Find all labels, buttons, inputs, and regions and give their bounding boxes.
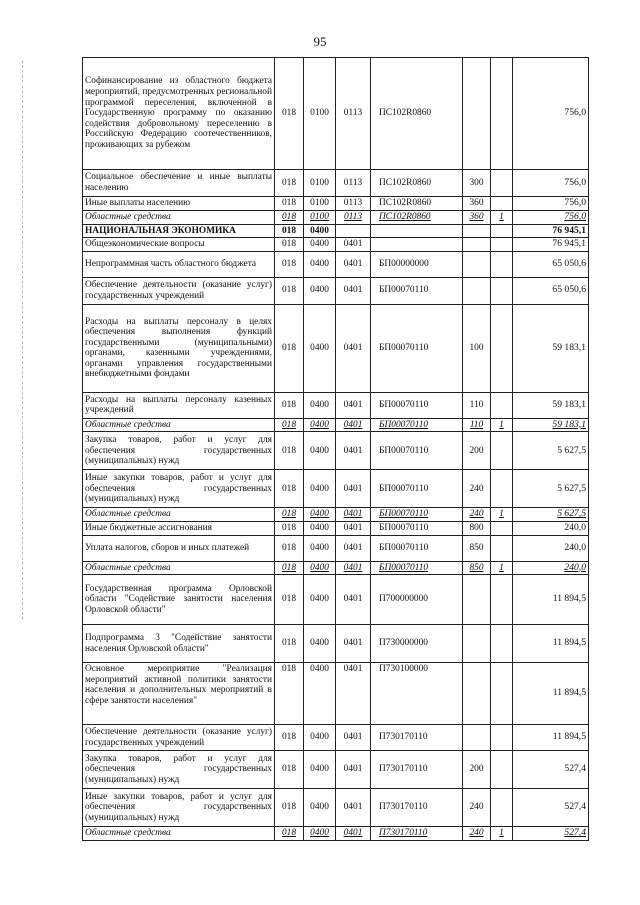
row-sum-cell: 5 627,5 — [513, 470, 589, 508]
table-row — [83, 304, 589, 392]
row-code-cell — [491, 470, 513, 508]
row-code-cell — [491, 238, 513, 252]
row-code-cell: 0401 — [336, 418, 371, 432]
row-code-cell — [336, 224, 371, 238]
row-sum-cell: 59 183,1 — [513, 304, 589, 392]
row-code-cell — [463, 58, 491, 170]
row-sum-cell: 756,0 — [513, 197, 589, 211]
row-code-cell — [491, 789, 513, 827]
row-code-cell: 018 — [275, 789, 304, 827]
row-code-cell: 0400 — [304, 304, 336, 392]
row-code-cell: 200 — [463, 751, 491, 789]
row-code-cell — [491, 521, 513, 535]
row-code-cell: 018 — [275, 304, 304, 392]
row-code-cell — [491, 535, 513, 561]
row-code-cell: 018 — [275, 663, 304, 725]
row-name-cell: Уплата налогов, сборов и иных платежей — [83, 535, 275, 561]
row-code-cell: 018 — [275, 521, 304, 535]
row-code-cell: 0400 — [304, 238, 336, 252]
row-code-cell: П730100000 — [371, 663, 463, 725]
row-code-cell: 0113 — [336, 58, 371, 170]
row-code-cell: 018 — [275, 251, 304, 277]
row-code-cell: 0400 — [304, 561, 336, 575]
row-name-cell: Основное мероприятие "Реализация мероприятий активной политики занятости населения и дополнительных мероприятий в сфере занятости населения" — [83, 663, 275, 725]
row-code-cell: 0401 — [336, 827, 371, 841]
row-code-cell: 110 — [463, 392, 491, 418]
row-code-cell: 360 — [463, 197, 491, 211]
row-sum-cell: 5 627,5 — [513, 508, 589, 522]
row-name-cell: НАЦИОНАЛЬНАЯ ЭКОНОМИКА — [83, 224, 275, 238]
row-sum-cell: 65 050,6 — [513, 277, 589, 304]
row-code-cell: 018 — [275, 625, 304, 663]
row-code-cell — [463, 238, 491, 252]
row-code-cell: 0100 — [304, 170, 336, 197]
row-sum-cell: 240,0 — [513, 521, 589, 535]
row-code-cell: 018 — [275, 224, 304, 238]
table-row — [83, 521, 589, 535]
row-code-cell — [491, 751, 513, 789]
row-code-cell: 0400 — [304, 251, 336, 277]
row-code-cell: 0113 — [336, 197, 371, 211]
row-code-cell: 0401 — [336, 625, 371, 663]
table-row — [83, 392, 589, 418]
row-code-cell: 018 — [275, 575, 304, 625]
row-sum-cell: 756,0 — [513, 58, 589, 170]
table-row — [83, 170, 589, 197]
row-name-cell: Областные средства — [83, 827, 275, 841]
row-name-cell: Непрограммная часть областного бюджета — [83, 251, 275, 277]
table-row — [83, 625, 589, 663]
row-sum-cell: 65 050,6 — [513, 251, 589, 277]
row-code-cell — [491, 304, 513, 392]
row-code-cell: 0401 — [336, 521, 371, 535]
row-sum-cell: 756,0 — [513, 211, 589, 225]
row-name-cell: Общеэкономические вопросы — [83, 238, 275, 252]
row-code-cell: 0400 — [304, 277, 336, 304]
row-code-cell: 1 — [491, 561, 513, 575]
row-sum-cell: 240,0 — [513, 561, 589, 575]
row-name-cell: Расходы на выплаты персоналу казенных учреждений — [83, 392, 275, 418]
row-code-cell: 0400 — [304, 725, 336, 751]
row-code-cell — [491, 224, 513, 238]
table-row — [83, 277, 589, 304]
row-code-cell: 018 — [275, 725, 304, 751]
row-name-cell: Иные закупки товаров, работ и услуг для обеспечения государственных (муниципальных) нужд — [83, 470, 275, 508]
row-sum-cell: 240,0 — [513, 535, 589, 561]
row-sum-cell: 76 945,1 — [513, 224, 589, 238]
row-name-cell: Областные средства — [83, 508, 275, 522]
table-row — [83, 575, 589, 625]
row-code-cell: 018 — [275, 238, 304, 252]
row-code-cell: БП00070110 — [371, 418, 463, 432]
table-row — [83, 725, 589, 751]
row-code-cell: 0400 — [304, 789, 336, 827]
row-name-cell: Закупка товаров, работ и услуг для обеспечения государственных (муниципальных) нужд — [83, 432, 275, 470]
table-row — [83, 827, 589, 841]
row-code-cell — [491, 575, 513, 625]
row-name-cell: Областные средства — [83, 418, 275, 432]
row-code-cell — [491, 432, 513, 470]
row-name-cell: Расходы на выплаты персоналу в целях обеспечения выполнения функций государственными (муниципальными) органами, казенными учреждениями, органами управления государственными внебюджетными фондами — [83, 304, 275, 392]
row-name-cell: Закупка товаров, работ и услуг для обеспечения государственных (муниципальных) нужд — [83, 751, 275, 789]
row-code-cell: 0401 — [336, 575, 371, 625]
row-code-cell: 018 — [275, 418, 304, 432]
table-row — [83, 751, 589, 789]
row-code-cell: 240 — [463, 508, 491, 522]
row-code-cell: 0401 — [336, 561, 371, 575]
row-code-cell: П730000000 — [371, 625, 463, 663]
row-code-cell: 0401 — [336, 238, 371, 252]
row-code-cell: 0401 — [336, 304, 371, 392]
row-sum-cell: 527,4 — [513, 751, 589, 789]
row-code-cell: 018 — [275, 197, 304, 211]
table-row — [83, 58, 589, 170]
row-code-cell: 0100 — [304, 58, 336, 170]
row-code-cell: 018 — [275, 470, 304, 508]
row-code-cell: 018 — [275, 751, 304, 789]
row-code-cell: 1 — [491, 211, 513, 225]
row-name-cell: Иные закупки товаров, работ и услуг для обеспечения государственных (муниципальных) нужд — [83, 789, 275, 827]
row-code-cell: 1 — [491, 827, 513, 841]
row-code-cell: 850 — [463, 535, 491, 561]
row-code-cell: 800 — [463, 521, 491, 535]
row-name-cell: Областные средства — [83, 211, 275, 225]
row-code-cell — [463, 663, 491, 725]
row-code-cell: 0401 — [336, 392, 371, 418]
row-name-cell: Областные средства — [83, 561, 275, 575]
row-sum-cell: 527,4 — [513, 827, 589, 841]
row-code-cell — [463, 277, 491, 304]
row-code-cell: 0400 — [304, 751, 336, 789]
row-code-cell: 0400 — [304, 575, 336, 625]
row-code-cell: 0400 — [304, 521, 336, 535]
table-row — [83, 251, 589, 277]
row-code-cell: 200 — [463, 432, 491, 470]
row-code-cell — [491, 725, 513, 751]
table-row — [83, 789, 589, 827]
row-code-cell: 018 — [275, 392, 304, 418]
row-code-cell: 0400 — [304, 663, 336, 725]
row-code-cell: 100 — [463, 304, 491, 392]
row-code-cell: 0401 — [336, 508, 371, 522]
row-code-cell: БП00070110 — [371, 432, 463, 470]
row-name-cell: Софинансирование из областного бюджета мероприятий, предусмотренных региональной программой переселения, включенной в Государственную программу по оказанию содействия добровольному переселению в Российскую Федерацию соотечественников, проживающих за рубежом — [83, 58, 275, 170]
row-name-cell: Обеспечение деятельности (оказание услуг) государственных учреждений — [83, 725, 275, 751]
row-code-cell: 0400 — [304, 827, 336, 841]
row-code-cell: БП00070110 — [371, 304, 463, 392]
row-sum-cell: 11 894,5 — [513, 625, 589, 663]
row-code-cell: 240 — [463, 827, 491, 841]
row-code-cell: 018 — [275, 277, 304, 304]
row-code-cell: 0401 — [336, 663, 371, 725]
row-code-cell: 360 — [463, 211, 491, 225]
row-name-cell: Обеспечение деятельности (оказание услуг) государственных учреждений — [83, 277, 275, 304]
row-name-cell: Подпрограмма 3 "Содействие занятости населения Орловской области" — [83, 625, 275, 663]
row-code-cell: 1 — [491, 418, 513, 432]
row-code-cell: 018 — [275, 508, 304, 522]
row-code-cell: П730170110 — [371, 827, 463, 841]
row-code-cell: БП00070110 — [371, 521, 463, 535]
table-row — [83, 224, 589, 238]
row-code-cell: 0401 — [336, 535, 371, 561]
row-code-cell: 0400 — [304, 535, 336, 561]
row-code-cell: 0100 — [304, 197, 336, 211]
row-sum-cell: 527,4 — [513, 789, 589, 827]
binding-margin-line — [22, 60, 23, 620]
row-code-cell — [491, 625, 513, 663]
row-sum-cell: 59 183,1 — [513, 392, 589, 418]
row-code-cell: 0401 — [336, 789, 371, 827]
row-code-cell: БП00070110 — [371, 277, 463, 304]
row-code-cell: БП00070110 — [371, 508, 463, 522]
row-code-cell: П730170110 — [371, 751, 463, 789]
row-code-cell — [463, 251, 491, 277]
row-code-cell: 850 — [463, 561, 491, 575]
table-row — [83, 432, 589, 470]
table-row — [83, 663, 589, 725]
row-code-cell: 0401 — [336, 725, 371, 751]
page-number: 95 — [313, 34, 327, 49]
row-code-cell: 0113 — [336, 211, 371, 225]
row-code-cell — [491, 392, 513, 418]
row-sum-cell: 11 894,5 — [513, 663, 589, 725]
row-name-cell: Иные бюджетные ассигнования — [83, 521, 275, 535]
row-code-cell: 0401 — [336, 432, 371, 470]
row-sum-cell: 59 183,1 — [513, 418, 589, 432]
row-code-cell: ПС102R0860 — [371, 211, 463, 225]
row-code-cell: ПС102R0860 — [371, 197, 463, 211]
row-code-cell: 0400 — [304, 508, 336, 522]
row-code-cell — [491, 251, 513, 277]
row-code-cell — [371, 238, 463, 252]
row-code-cell: 018 — [275, 535, 304, 561]
row-code-cell: П730170110 — [371, 789, 463, 827]
row-code-cell — [463, 575, 491, 625]
row-code-cell: 0400 — [304, 224, 336, 238]
row-code-cell: ПС102R0860 — [371, 58, 463, 170]
row-code-cell — [491, 277, 513, 304]
row-code-cell: ПС102R0860 — [371, 170, 463, 197]
row-code-cell: 018 — [275, 58, 304, 170]
row-code-cell: П730170110 — [371, 725, 463, 751]
row-code-cell: 0113 — [336, 170, 371, 197]
row-code-cell: 018 — [275, 561, 304, 575]
row-code-cell: 0401 — [336, 251, 371, 277]
row-sum-cell: 5 627,5 — [513, 432, 589, 470]
row-name-cell: Государственная программа Орловской области "Содействие занятости населения Орловской области" — [83, 575, 275, 625]
row-code-cell — [463, 625, 491, 663]
row-code-cell: 0400 — [304, 418, 336, 432]
row-code-cell: БП00070110 — [371, 392, 463, 418]
row-code-cell: 0400 — [304, 432, 336, 470]
row-sum-cell: 11 894,5 — [513, 725, 589, 751]
row-code-cell: 0401 — [336, 751, 371, 789]
row-code-cell: 110 — [463, 418, 491, 432]
row-code-cell — [491, 58, 513, 170]
row-code-cell: 240 — [463, 789, 491, 827]
row-code-cell: 0400 — [304, 625, 336, 663]
row-sum-cell: 76 945,1 — [513, 238, 589, 252]
row-code-cell: 018 — [275, 432, 304, 470]
row-code-cell — [463, 725, 491, 751]
row-code-cell: 240 — [463, 470, 491, 508]
row-code-cell — [491, 663, 513, 725]
row-code-cell: П700000000 — [371, 575, 463, 625]
row-code-cell: 018 — [275, 170, 304, 197]
row-code-cell: 0400 — [304, 392, 336, 418]
row-code-cell: 018 — [275, 827, 304, 841]
table-row — [83, 418, 589, 432]
table-row — [83, 211, 589, 225]
row-code-cell — [371, 224, 463, 238]
row-code-cell: БП00070110 — [371, 470, 463, 508]
row-code-cell: БП00070110 — [371, 561, 463, 575]
row-code-cell: 0401 — [336, 470, 371, 508]
table-row — [83, 508, 589, 522]
row-code-cell: 300 — [463, 170, 491, 197]
row-code-cell: 0401 — [336, 277, 371, 304]
table-row — [83, 470, 589, 508]
row-sum-cell: 11 894,5 — [513, 575, 589, 625]
table-row — [83, 535, 589, 561]
row-code-cell: 0100 — [304, 211, 336, 225]
row-name-cell: Социальное обеспечение и иные выплаты населению — [83, 170, 275, 197]
table-row — [83, 238, 589, 252]
table-row — [83, 197, 589, 211]
row-code-cell — [491, 170, 513, 197]
row-name-cell: Иные выплаты населению — [83, 197, 275, 211]
row-code-cell: 0400 — [304, 470, 336, 508]
table-row — [83, 561, 589, 575]
row-code-cell: 018 — [275, 211, 304, 225]
budget-table — [82, 57, 589, 841]
row-code-cell — [491, 197, 513, 211]
row-code-cell — [463, 224, 491, 238]
row-sum-cell: 756,0 — [513, 170, 589, 197]
row-code-cell: БП00000000 — [371, 251, 463, 277]
row-code-cell: 1 — [491, 508, 513, 522]
row-code-cell: БП00070110 — [371, 535, 463, 561]
